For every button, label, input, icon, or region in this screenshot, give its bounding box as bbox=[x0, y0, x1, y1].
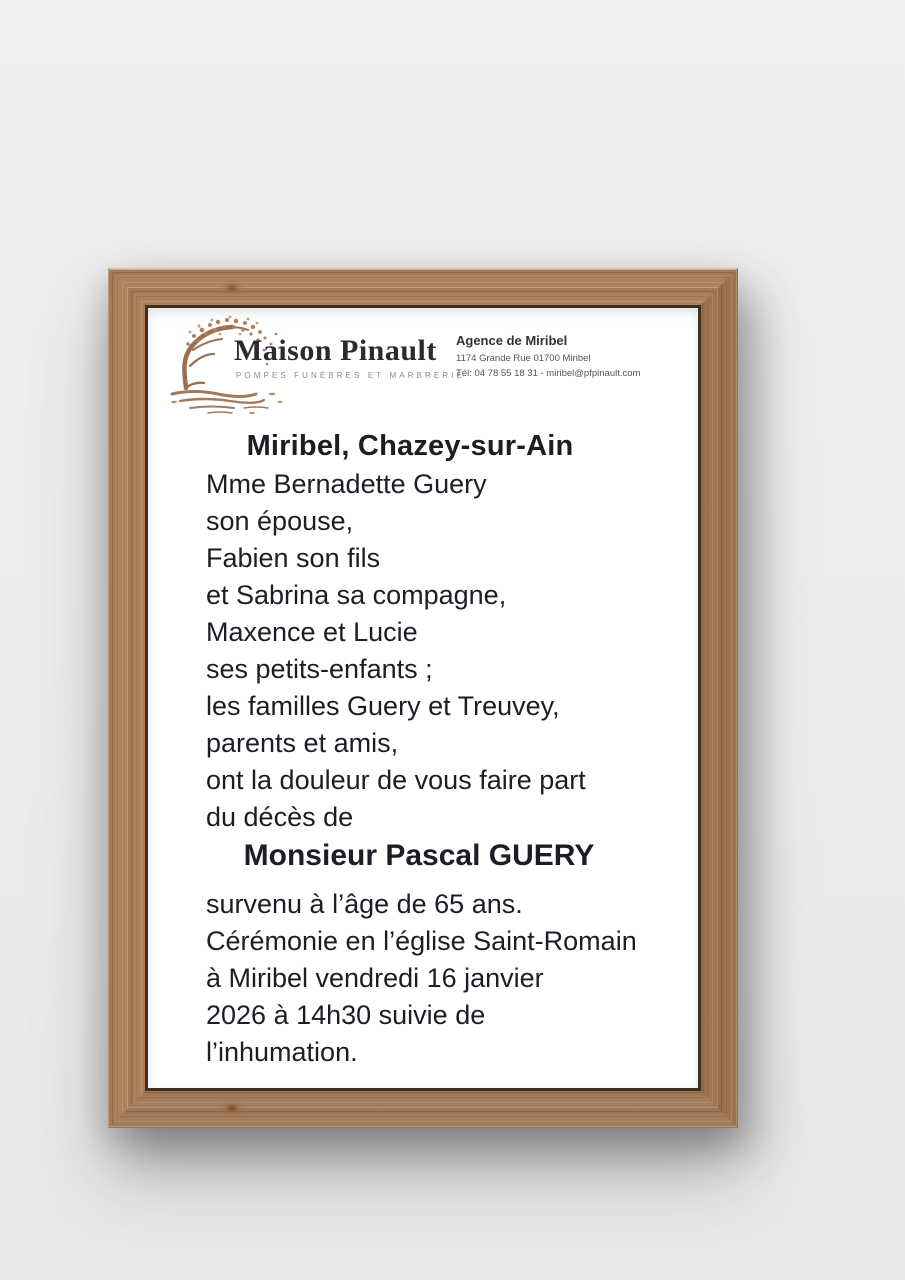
announcement-line: survenu à l’âge de 65 ans. bbox=[206, 889, 523, 919]
brand-name: Maison Pinault bbox=[234, 334, 437, 367]
announcement-line: parents et amis, bbox=[206, 728, 399, 758]
announcement-line: Mme Bernadette Guery bbox=[206, 469, 487, 499]
wooden-picture-frame bbox=[108, 268, 738, 1128]
agency-address: 1174 Grande Rue 01700 Miribel bbox=[456, 353, 591, 364]
announcement-line: ont la douleur de vous faire part bbox=[206, 765, 586, 795]
frame-plank-bottom bbox=[108, 1088, 738, 1128]
announcement-line: son épouse, bbox=[206, 506, 354, 536]
agency-contact: Tél: 04 78 55 18 31 - miribel@pfpinault.com bbox=[456, 368, 641, 379]
letterhead bbox=[148, 308, 698, 418]
brand-block bbox=[234, 334, 464, 380]
announcement-body bbox=[148, 430, 698, 1071]
announcement-line: les familles Guery et Treuvey, bbox=[206, 691, 560, 721]
frame-plank-right bbox=[698, 268, 738, 1128]
announcement-line: Cérémonie en l’église Saint-Romain bbox=[206, 926, 637, 956]
announcement-line: ses petits-enfants ; bbox=[206, 654, 433, 684]
deceased-name: Monsieur Pascal GUERY bbox=[243, 839, 595, 872]
frame-plank-left bbox=[108, 268, 148, 1128]
agency-title: Agence de Miribel bbox=[456, 333, 568, 348]
announcement-line: Maxence et Lucie bbox=[206, 617, 418, 647]
agency-info bbox=[456, 333, 676, 383]
announcement-title: Miribel, Chazey-sur-Ain bbox=[246, 430, 574, 462]
frame-plank-top bbox=[108, 268, 738, 308]
announcement-paper bbox=[148, 308, 698, 1088]
family-lines bbox=[148, 466, 698, 836]
announcement-line: l’inhumation. bbox=[206, 1037, 358, 1067]
announcement-line: et Sabrina sa compagne, bbox=[206, 580, 507, 610]
announcement-line: Fabien son fils bbox=[206, 543, 381, 573]
announcement-line: du décès de bbox=[206, 802, 354, 832]
ceremony-lines bbox=[148, 886, 698, 1071]
announcement-line: 2026 à 14h30 suivie de bbox=[206, 1000, 486, 1030]
brand-tagline: POMPES FUNÈBRES ET MARBRERIE bbox=[236, 371, 465, 380]
announcement-line: à Miribel vendredi 16 janvier bbox=[206, 963, 544, 993]
